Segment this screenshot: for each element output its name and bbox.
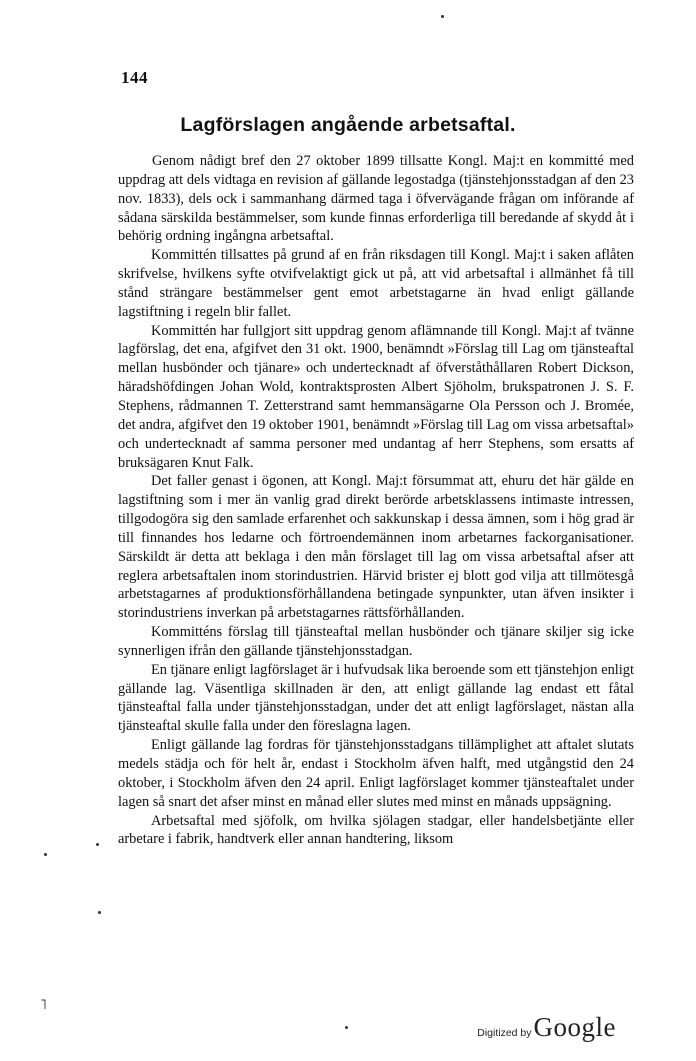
scan-speck xyxy=(96,843,99,846)
article-body xyxy=(118,152,634,849)
paragraph: En tjänare enligt lagförslaget är i hufvudsak lika beroende som ett tjänstehjon enligt gällande lag. Väsentliga skillnaden är den, att enligt gällande lag endast ett fåtal tjänsteaftal falla under tjänstehjonsstadgan, under det att enligt lagförslaget, nästan alla tjänsteaftal skulle falla under den föreslagna lagen. xyxy=(118,661,634,735)
paragraph: Det faller genast i ögonen, att Kongl. Maj:t försummat att, ehuru det här gälde en lagstiftning som i mer än vanlig grad direkt berörde arbetsklassens intimaste intressen, tillgodogöra sig den samlade erfarenhet och sakkunskap i dessa ämnen, som i hög grad är till finnandes hos ledarne och förtroendemännen inom arbetarnes fackorganisationer. Särskildt är detta att beklaga i den mån förslaget till lag om vissa arbetsaftal afser att reglera arbetsaftalen inom storindustrien. Härvid brister ej blott god vilja att tillmötesgå arbetstagarnes af produktionsförhållandena betingade synpunkter, utan äfven insikter i storindustriens inverkan på arbetstagarnes rättsförhållanden. xyxy=(118,473,634,622)
digitized-by-google-watermark xyxy=(477,1012,616,1043)
margin-mark: ˥ xyxy=(40,997,47,1013)
paragraph: Kommitténs förslag till tjänsteaftal mellan husbönder och tjänare skiljer sig icke synnerligen ifrån den gällande tjänstehjonsstadgan. xyxy=(118,624,634,659)
paragraph: Kommittén har fullgjort sitt uppdrag genom aflämnande till Kongl. Maj:t af tvänne lagförslag, det ena, afgifvet den 31 okt. 1900, benämndt »Förslag till Lag om tjänsteaftal mellan husbönder och tjänare» och undertecknadt af öfverståthållaren Robert Dickson, häradshöfdingen Johan Wold, kontraktsprosten Albert Sjöholm, brukspatronen J. S. F. Stephens, rådmannen T. Zetterstrand samt hemmansägarne Ola Persson och J. Bromée, det andra, afgifvet den 19 oktober 1901, benämndt »Förslag till Lag om vissa arbetsaftal» och undertecknadt af samma personer med undantag af herr Stephens, som ersatts af bruksägaren Knut Falk. xyxy=(118,322,634,471)
scan-speck xyxy=(98,911,101,914)
google-logo: Google xyxy=(533,1012,616,1042)
scan-speck xyxy=(44,853,47,856)
page-number: 144 xyxy=(121,68,148,87)
paragraph: Kommittén tillsattes på grund af en från riksdagen till Kongl. Maj:t i saken aflåten skrifvelse, hvilkens syfte otvifvelaktigt gick ut på, att vid arbetsaftal i allmänhet få till stånd strängare bestämmelser gent emot arbetstagarne än hvad enligt gällande lagstiftning i regeln blir fallet. xyxy=(118,247,634,320)
paragraph: Enligt gällande lag fordras för tjänstehjonsstadgans tillämplighet att aftalet slutats medels städja och för helt år, endast i Stockholm äfven halft, med utgångstid den 24 oktober, i Stockholm äfven den 24 april. Enligt lagförslaget kommer tjänsteaftalet under lagen så snart det afser minst en månad eller slutes med minst en månads uppsägning. xyxy=(118,737,634,810)
watermark-prefix: Digitized by xyxy=(477,1027,532,1039)
scan-speck xyxy=(441,15,444,18)
page-title: Lagförslagen angående arbetsaftal. xyxy=(180,114,516,136)
paragraph: Genom nådigt bref den 27 oktober 1899 tillsatte Kongl. Maj:t en kommitté med uppdrag att dels vidtaga en revision af gällande legostadga (tjänstehjonsstadgan af den 23 nov. 1833), dels ock i sammanhang därmed taga i öfvervägande frågan om införande af sådana särskilda bestämmelser, som kunde finnas erforderliga till beredande af skydd åt i behörig ordning ingångna arbetsaftal. xyxy=(118,153,634,245)
paragraph: Arbetsaftal med sjöfolk, om hvilka sjölagen stadgar, eller handelsbetjänte eller arbetare i fabrik, handtverk eller annan handtering, liksom xyxy=(118,812,634,848)
scan-speck xyxy=(345,1026,348,1029)
